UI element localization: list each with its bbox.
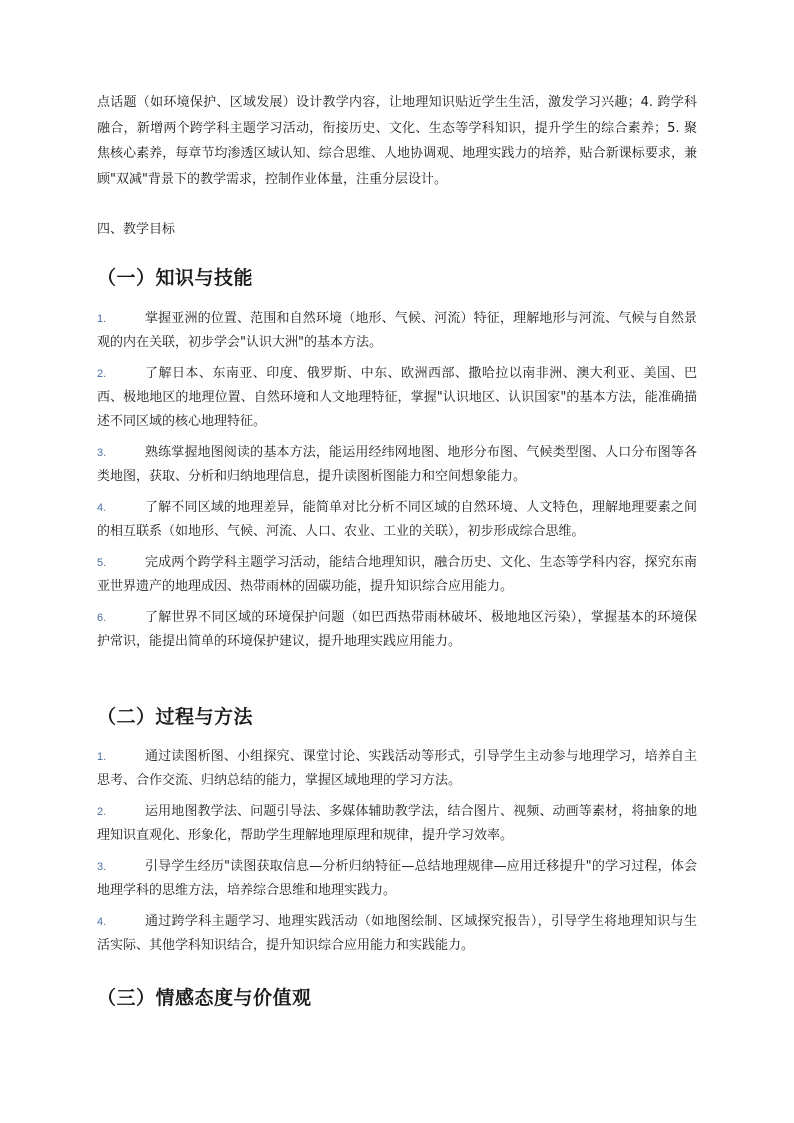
list-item xyxy=(97,800,697,848)
list-item-text: 完成两个跨学科主题学习活动，能结合地理知识，融合历史、文化、生态等学科内容，探究东南亚世界遗产的地理成因、热带雨林的固碳功能，提升知识综合应用能力。 xyxy=(97,555,697,594)
list-number: 4. xyxy=(97,502,107,514)
list-number: 1. xyxy=(97,751,107,763)
heading-emotions-values: （三）情感态度与价值观 xyxy=(97,987,312,1009)
heading-process-methods: （二）过程与方法 xyxy=(97,706,254,728)
knowledge-skills-list xyxy=(97,307,697,661)
list-item-text: 引导学生经历"读图获取信息—分析归纳特征—总结地理规律—应用迁移提升"的学习过程，体会地理学科的思维方法，培养综合思维和地理实践力。 xyxy=(97,859,697,898)
list-item xyxy=(97,745,697,793)
list-item xyxy=(97,551,697,599)
section-title-teaching-goals: 四、教学目标 xyxy=(97,222,176,237)
list-item-text: 运用地图教学法、问题引导法、多媒体辅助教学法，结合图片、视频、动画等素材，将抽象的地理知识直观化、形象化，帮助学生理解地理原理和规律，提升学习效率。 xyxy=(97,804,697,843)
list-number: 2. xyxy=(97,368,107,380)
list-item xyxy=(97,910,697,958)
process-methods-list xyxy=(97,745,697,965)
list-item xyxy=(97,362,697,434)
list-item xyxy=(97,606,697,654)
list-number: 3. xyxy=(97,861,107,873)
list-item-text: 了解世界不同区域的环境保护问题（如巴西热带雨林破坏、极地地区污染），掌握基本的环境保护常识，能提出简单的环境保护建议，提升地理实践应用能力。 xyxy=(97,610,697,649)
intro-paragraph: 点话题（如环境保护、区域发展）设计教学内容，让地理知识贴近学生生活，激发学习兴趣；4. 跨学科融合，新增两个跨学科主题学习活动，衔接历史、文化、生态等学科知识，提升学生的综合素养；5. 聚焦核心素养，每章节均渗透区域认知、综合思维、人地协调观、地理实践力的培养，贴合新课标要求，兼顾"双减"背景下的教学需求，控制作业体量，注重分层设计。 xyxy=(97,95,697,187)
list-item xyxy=(97,496,697,544)
heading-knowledge-skills: （一）知识与技能 xyxy=(97,267,254,289)
list-item-text: 掌握亚洲的位置、范围和自然环境（地形、气候、河流）特征，理解地形与河流、气候与自然景观的内在关联，初步学会"认识大洲"的基本方法。 xyxy=(97,311,697,350)
list-number: 2. xyxy=(97,806,107,818)
list-item xyxy=(97,441,697,489)
list-number: 1. xyxy=(97,313,107,325)
list-item xyxy=(97,855,697,903)
list-item-text: 了解不同区域的地理差异，能简单对比分析不同区域的自然环境、人文特色，理解地理要素之间的相互联系（如地形、气候、河流、人口、农业、工业的关联），初步形成综合思维。 xyxy=(97,500,697,539)
list-number: 3. xyxy=(97,447,107,459)
list-number: 4. xyxy=(97,916,107,928)
list-item-text: 通过跨学科主题学习、地理实践活动（如地图绘制、区域探究报告），引导学生将地理知识与生活实际、其他学科知识结合，提升知识综合应用能力和实践能力。 xyxy=(97,914,697,953)
list-item-text: 熟练掌握地图阅读的基本方法，能运用经纬网地图、地形分布图、气候类型图、人口分布图等各类地图，获取、分析和归纳地理信息，提升读图析图能力和空间想象能力。 xyxy=(97,445,697,484)
list-number: 5. xyxy=(97,557,107,569)
list-item xyxy=(97,307,697,355)
list-item-text: 通过读图析图、小组探究、课堂讨论、实践活动等形式，引导学生主动参与地理学习，培养自主思考、合作交流、归纳总结的能力，掌握区域地理的学习方法。 xyxy=(97,749,697,788)
list-number: 6. xyxy=(97,612,107,624)
list-item-text: 了解日本、东南亚、印度、俄罗斯、中东、欧洲西部、撒哈拉以南非洲、澳大利亚、美国、巴西、极地地区的地理位置、自然环境和人文地理特征，掌握"认识地区、认识国家"的基本方法，能准确描述不同区域的核心地理特征。 xyxy=(97,366,697,429)
